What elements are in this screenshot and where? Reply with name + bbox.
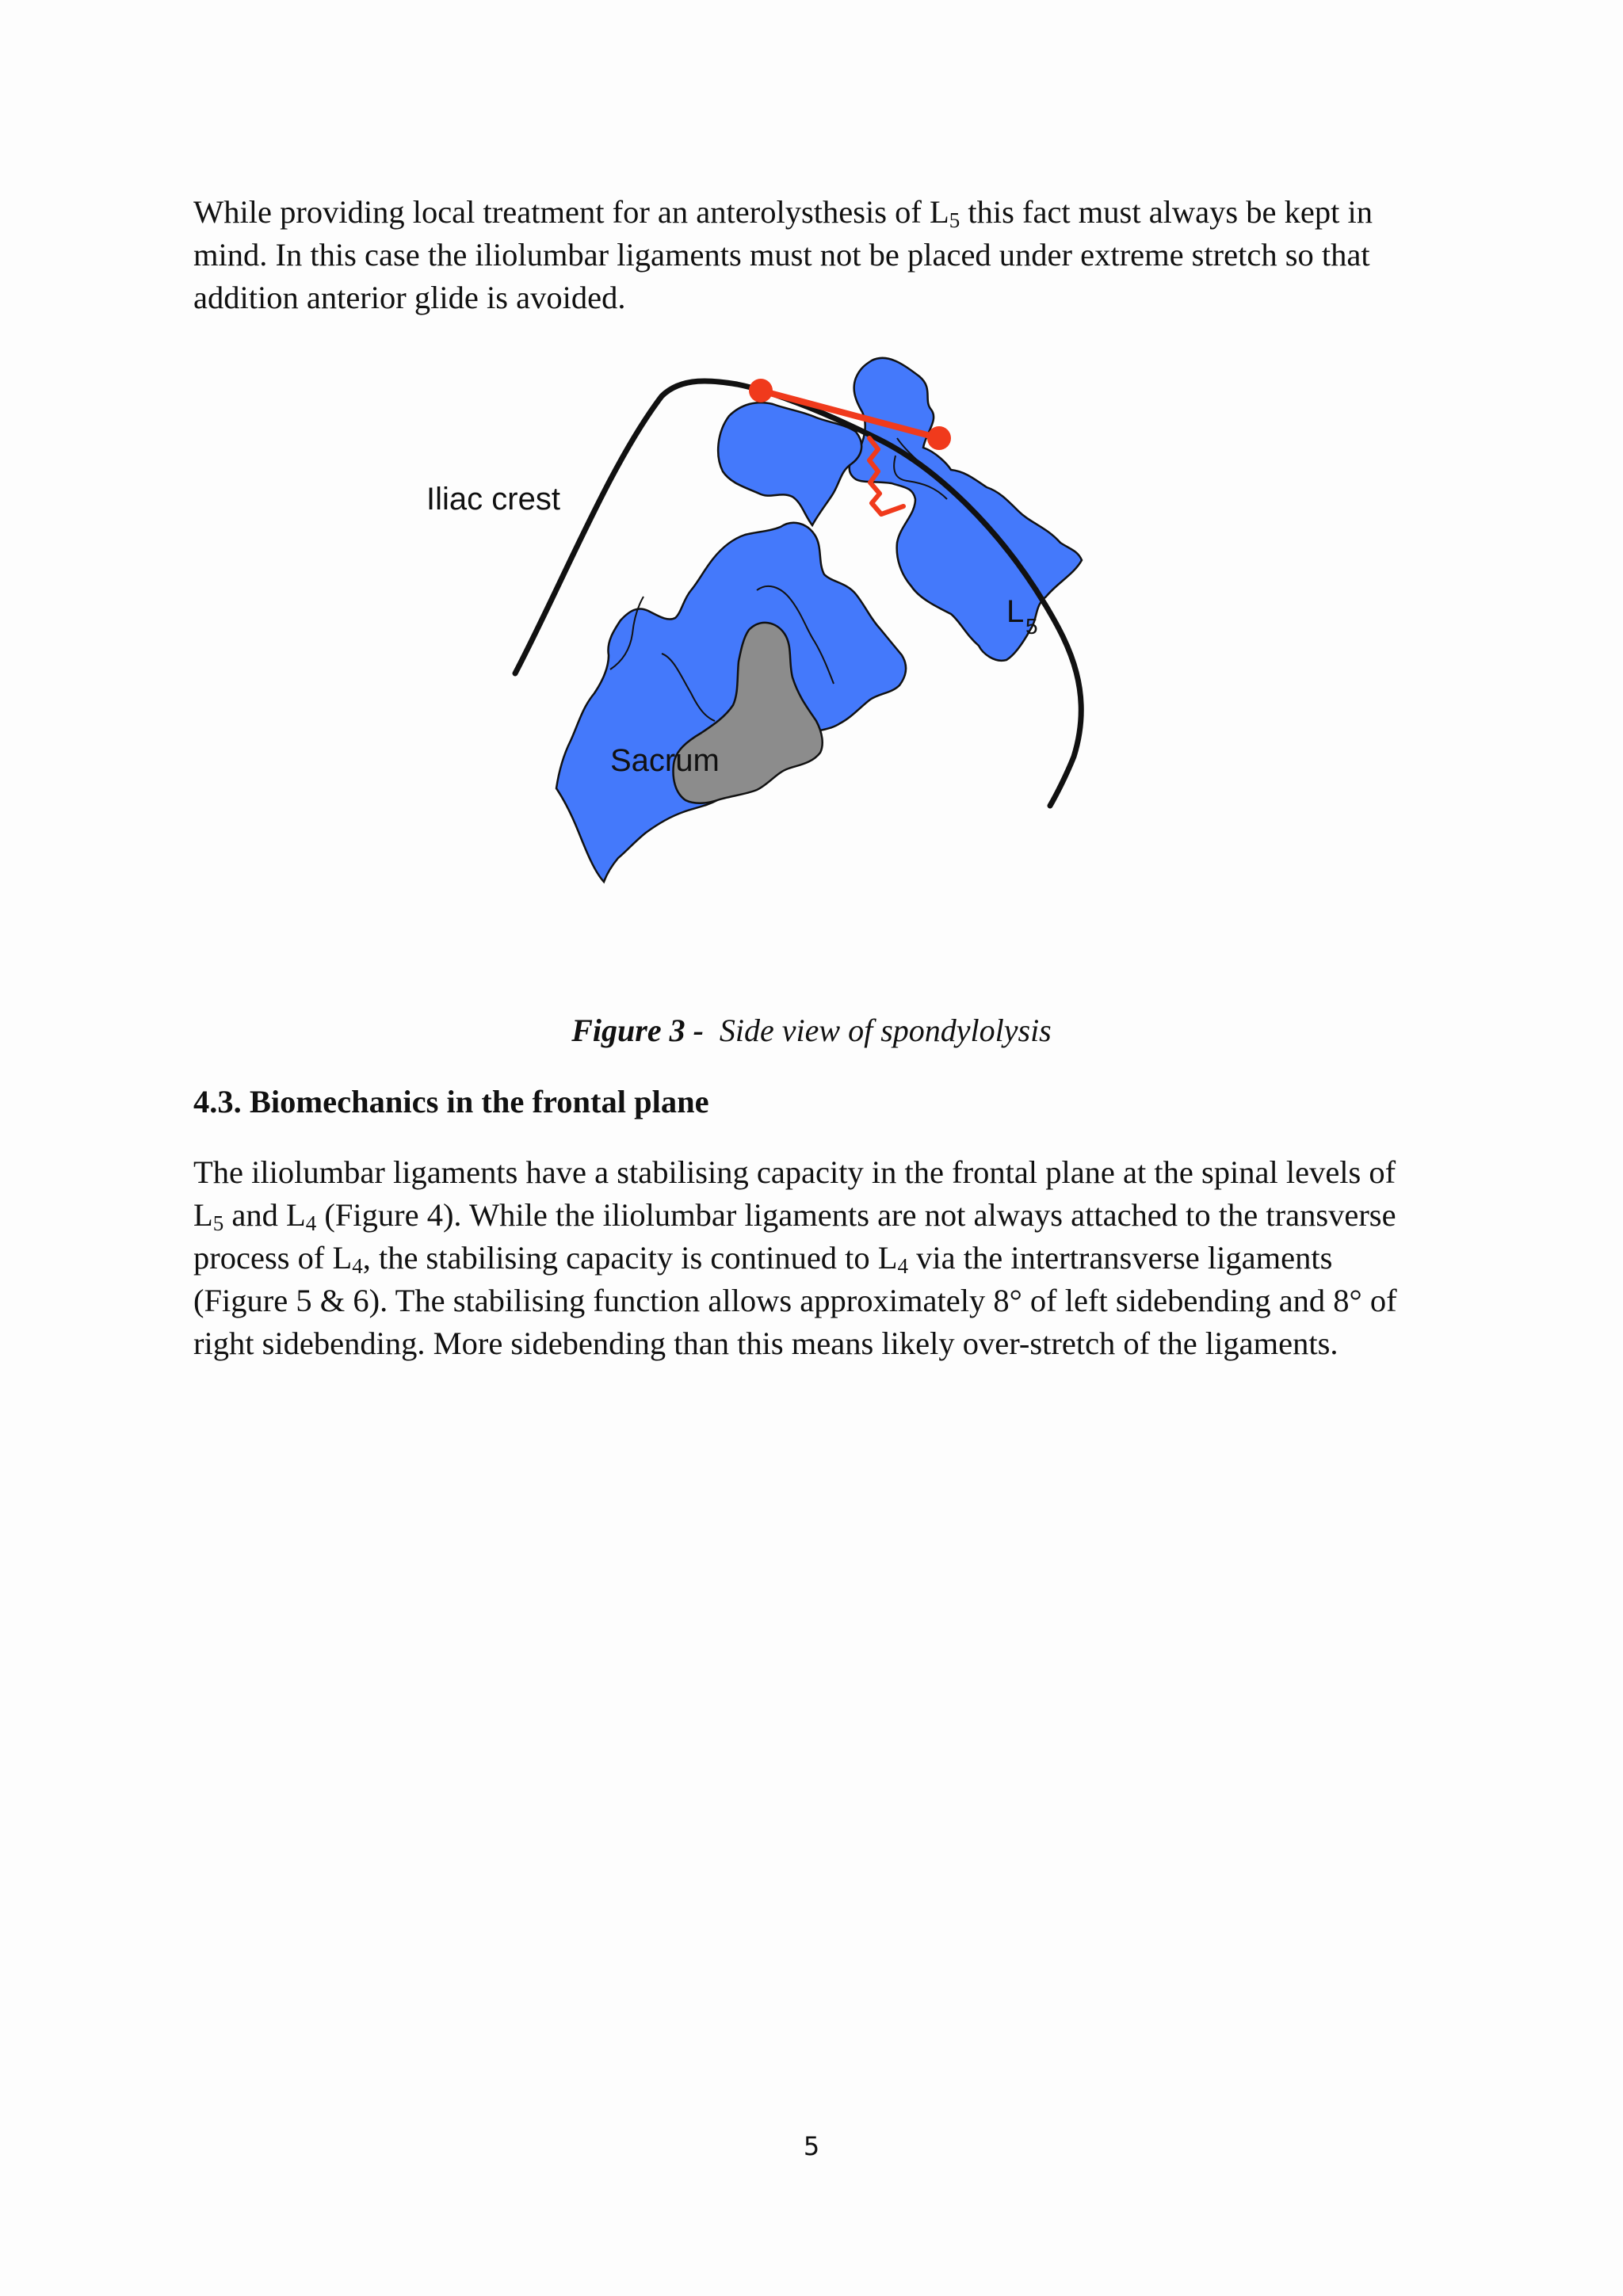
figure-caption — [0, 1011, 1623, 1051]
caption-label: Figure 3 - — [571, 1013, 704, 1048]
label-l5-subscript: 5 — [1025, 614, 1038, 639]
caption-text: Side view of spondylolysis — [719, 1013, 1052, 1048]
section-heading: 4.3. Biomechanics in the frontal plane — [193, 1084, 709, 1119]
body-line-1: The iliolumbar ligaments have a stabilising capacity in the frontal plane at the spinal levels of — [193, 1154, 1396, 1190]
intro-line-3: addition anterior glide is avoided. — [193, 280, 626, 315]
intro-paragraph — [193, 191, 1445, 319]
body-paragraph — [193, 1151, 1445, 1365]
body-line-4: (Figure 5 & 6). The stabilising function allows approximately 8° of left sidebending and 8° of — [193, 1283, 1397, 1318]
body-line-2: $L_5$ and $L_4$ (Figure 4). While the iliolumbar ligaments are not always attached to the transverse — [193, 1197, 1396, 1235]
intro-line-1: While providing local treatment for an anterolysthesis of $L_5$ this fact must always be kept in — [193, 194, 1373, 232]
label-sacrum: Sacrum — [610, 743, 720, 778]
body-line-3: process of $L_4$, the stabilising capacity is continued to $L_4$ via the intertransverse ligaments — [193, 1240, 1333, 1278]
l5-vertebra — [850, 358, 1082, 661]
spondylolysis-figure — [426, 345, 1220, 994]
page-number: 5 — [803, 2131, 820, 2161]
label-iliac-crest: Iliac crest — [426, 482, 560, 517]
label-l5: L — [1006, 594, 1025, 629]
sacrum — [556, 523, 906, 882]
ligament-attachment-l5 — [927, 426, 951, 450]
body-line-5: right sidebending. More sidebending than this means likely over-stretch of the ligaments. — [193, 1325, 1338, 1361]
ligament-attachment-iliac — [749, 379, 773, 402]
intro-line-2: mind. In this case the iliolumbar ligaments must not be placed under extreme stretch so that — [193, 237, 1370, 273]
